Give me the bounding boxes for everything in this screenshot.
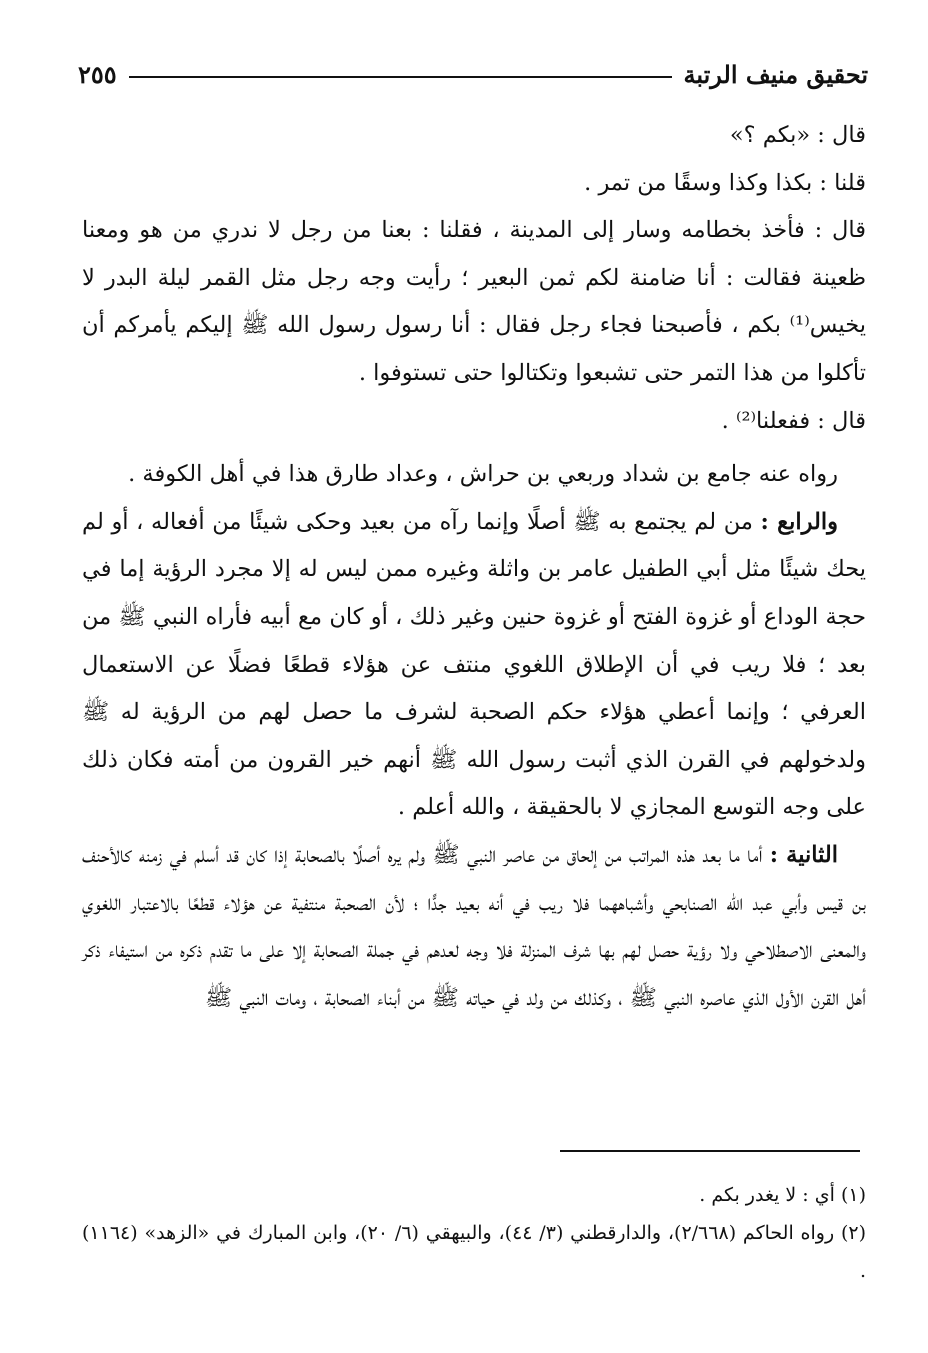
footnotes (82, 1176, 866, 1290)
main-text (82, 112, 866, 1022)
book-title: تحقيق منيف الرتبة (683, 59, 868, 89)
paragraph-3: قال : فأخذ بخطامه وسار إلى المدينة ، فقلنا : بعنا من رجل لا ندري من هو ومعنا ظعينة فقالت : أنا ضامنة لكم ثمن البعير ؛ رأيت وجه رجل مثل القمر ليلة البدر لا يخيس⁽¹⁾ بكم ، فأصبحنا فجاء رجل فقال : أنا رسول رسول الله ﷺ إليكم يأمركم أن تأكلوا من هذا التمر حتى تشبعوا وتكتالوا حتى تستوفوا . (82, 217, 866, 386)
paragraph-2: قلنا : بكذا وكذا وسقًا من تمر . (584, 169, 866, 196)
paragraph-6 (82, 499, 866, 832)
footnote-separator (560, 1150, 860, 1152)
footnote-2: (٢) رواه الحاكم (٢/٦٦٨)، والدارقطني (٣/ ٤٤)، والبيهقي (٦/ ٢٠)، وابن المبارك في «الزهد» (١١٦٤) . (82, 1222, 867, 1282)
footnote-1: (١) أي : لا يغدر بكم . (699, 1184, 866, 1206)
running-header (78, 54, 868, 94)
paragraph-6-text: من لم يجتمع به ﷺ أصلًا وإنما رآه من بعيد وحكى شيئًا من أفعاله ، أو لم يحك شيئًا مثل أبي الطفيل عامر بن واثلة وغيره ممن ليس له إلا مجرد الرؤية إما في حجة الوداع أو غزوة الفتح أو غزوة حنين وغير ذلك ، أو كان مع أبيه فأراه النبي ﷺ من بعد ؛ فلا ريب في أن الإطلاق اللغوي منتف عن هؤلاء قطعًا فضلًا عن الاستعمال العرفي ؛ وإنما أعطي هؤلاء حكم الصحبة لشرف ما حصل لهم من الرؤية له ﷺ ولدخولهم في القرن الذي أثبت رسول الله ﷺ أنهم خير القرون من أمته فكان ذلك على وجه التوسع المجازي لا بالحقيقة ، والله أعلم . (82, 508, 866, 821)
paragraph-5: رواه عنه جامع بن شداد وربعي بن حراش ، وعداد طارق هذا في أهل الكوفة . (128, 461, 838, 488)
paragraph-7-text: أما ما بعد هذه المراتب من إلحاق من عاصر النبي ﷺ ولم يره أصلًا بالصحابة إذا كان قد أسلم في زمنه كالأحنف بن قيس وأبي عبد الله الصنابحي وأشباههما فلا ريب في أنه بعيد جدًّا ؛ لأن الصحبة منتفية عن هؤلاء قطعًا بالاعتبار اللغوي والمعنى الاصطلاحي ولا رؤية حصل لهم بها شرف المنزلة فلا وجه لعدهم في جملة الصحابة إلا على ما تقدم ذكره من استيفاء ذكر أهل القرن الأول الذي عاصره النبي ﷺ ، وكذلك من ولد في حياته ﷺ من أبناء الصحابة ، ومات النبي ﷺ (82, 841, 866, 1011)
paragraph-7 (82, 832, 866, 1022)
header-rule (129, 76, 672, 78)
paragraph-7-lead: الثانية : (769, 841, 838, 868)
paragraph-4: قال : ففعلنا⁽²⁾ . (721, 407, 866, 434)
page-number: ٢٥٥ (78, 59, 117, 89)
paragraph-1: قال : «بكم ؟» (729, 122, 866, 148)
paragraph-6-lead: والرابع : (760, 508, 839, 535)
